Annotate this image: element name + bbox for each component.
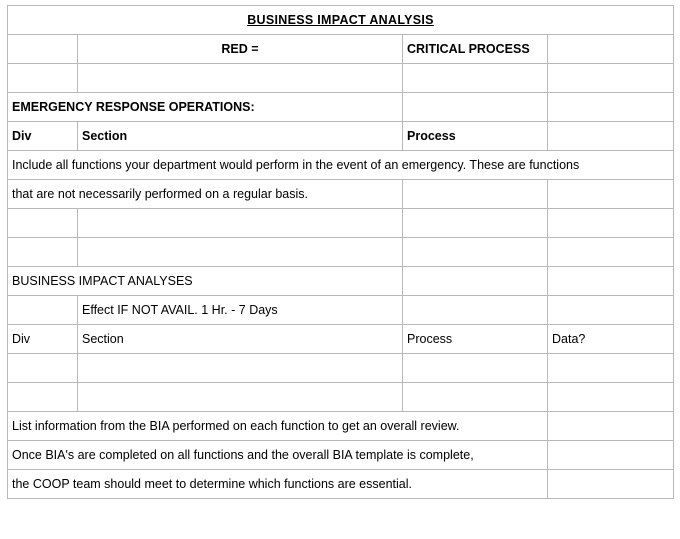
- cell-blank[interactable]: [403, 267, 548, 296]
- cell-blank[interactable]: [78, 64, 403, 93]
- effect-label[interactable]: Effect IF NOT AVAIL. 1 Hr. - 7 Days: [78, 296, 403, 325]
- cell-blank[interactable]: [548, 93, 674, 122]
- header-div[interactable]: Div: [8, 325, 78, 354]
- cell-blank[interactable]: [548, 64, 674, 93]
- instruction-line-1[interactable]: Include all functions your department would perform in the event of an emergency. These are functions: [8, 151, 674, 180]
- cell-blank[interactable]: [548, 296, 674, 325]
- note-line-2[interactable]: Once BIA's are completed on all functions and the overall BIA template is complete,: [8, 441, 548, 470]
- table-row: [8, 151, 674, 180]
- cell-blank[interactable]: [8, 383, 78, 412]
- cell-blank[interactable]: [78, 238, 403, 267]
- cell-blank[interactable]: [8, 238, 78, 267]
- table-row: [8, 296, 674, 325]
- cell-blank[interactable]: [548, 470, 674, 499]
- cell-blank[interactable]: [548, 122, 674, 151]
- cell-blank[interactable]: [8, 354, 78, 383]
- table-row: [8, 267, 674, 296]
- table-row: [8, 412, 674, 441]
- cell-blank[interactable]: [8, 296, 78, 325]
- cell-blank[interactable]: [403, 93, 548, 122]
- cell-blank[interactable]: [78, 209, 403, 238]
- cell-blank[interactable]: [548, 35, 674, 64]
- cell-blank[interactable]: [403, 238, 548, 267]
- cell-blank[interactable]: [548, 383, 674, 412]
- table-header-row: [8, 325, 674, 354]
- note-line-1[interactable]: List information from the BIA performed on each function to get an overall review.: [8, 412, 548, 441]
- header-process[interactable]: Process: [403, 325, 548, 354]
- legend-key-value[interactable]: CRITICAL PROCESS: [403, 35, 548, 64]
- cell-blank[interactable]: [403, 296, 548, 325]
- header-div[interactable]: Div: [8, 122, 78, 151]
- bia-heading[interactable]: BUSINESS IMPACT ANALYSES: [8, 267, 403, 296]
- table-row: [8, 383, 674, 412]
- bia-table: [7, 5, 674, 499]
- cell-blank[interactable]: [548, 238, 674, 267]
- cell-blank[interactable]: [548, 267, 674, 296]
- table-row: [8, 354, 674, 383]
- cell-blank[interactable]: [403, 180, 548, 209]
- table-row: [8, 180, 674, 209]
- cell-blank[interactable]: [548, 412, 674, 441]
- cell-blank[interactable]: [403, 64, 548, 93]
- legend-key-label[interactable]: RED =: [78, 35, 403, 64]
- cell-blank[interactable]: [8, 35, 78, 64]
- header-process[interactable]: Process: [403, 122, 548, 151]
- table-row: [8, 64, 674, 93]
- page-title: BUSINESS IMPACT ANALYSIS: [8, 6, 674, 35]
- header-data[interactable]: Data?: [548, 325, 674, 354]
- table-row: [8, 238, 674, 267]
- table-row: [8, 470, 674, 499]
- cell-blank[interactable]: [403, 383, 548, 412]
- table-header-row: [8, 122, 674, 151]
- header-section[interactable]: Section: [78, 122, 403, 151]
- table-row: [8, 209, 674, 238]
- cell-blank[interactable]: [8, 64, 78, 93]
- header-section[interactable]: Section: [78, 325, 403, 354]
- table-row: [8, 441, 674, 470]
- spreadsheet-sheet: [0, 5, 680, 539]
- cell-blank[interactable]: [548, 180, 674, 209]
- cell-blank[interactable]: [548, 209, 674, 238]
- emergency-response-heading[interactable]: EMERGENCY RESPONSE OPERATIONS:: [8, 93, 403, 122]
- cell-blank[interactable]: [548, 441, 674, 470]
- instruction-line-2[interactable]: that are not necessarily performed on a regular basis.: [8, 180, 403, 209]
- note-line-3[interactable]: the COOP team should meet to determine which functions are essential.: [8, 470, 548, 499]
- cell-blank[interactable]: [8, 209, 78, 238]
- cell-blank[interactable]: [78, 383, 403, 412]
- cell-blank[interactable]: [403, 209, 548, 238]
- cell-blank[interactable]: [78, 354, 403, 383]
- title-row: [8, 6, 674, 35]
- cell-blank[interactable]: [403, 354, 548, 383]
- cell-blank[interactable]: [548, 354, 674, 383]
- table-row: [8, 93, 674, 122]
- table-row: [8, 35, 674, 64]
